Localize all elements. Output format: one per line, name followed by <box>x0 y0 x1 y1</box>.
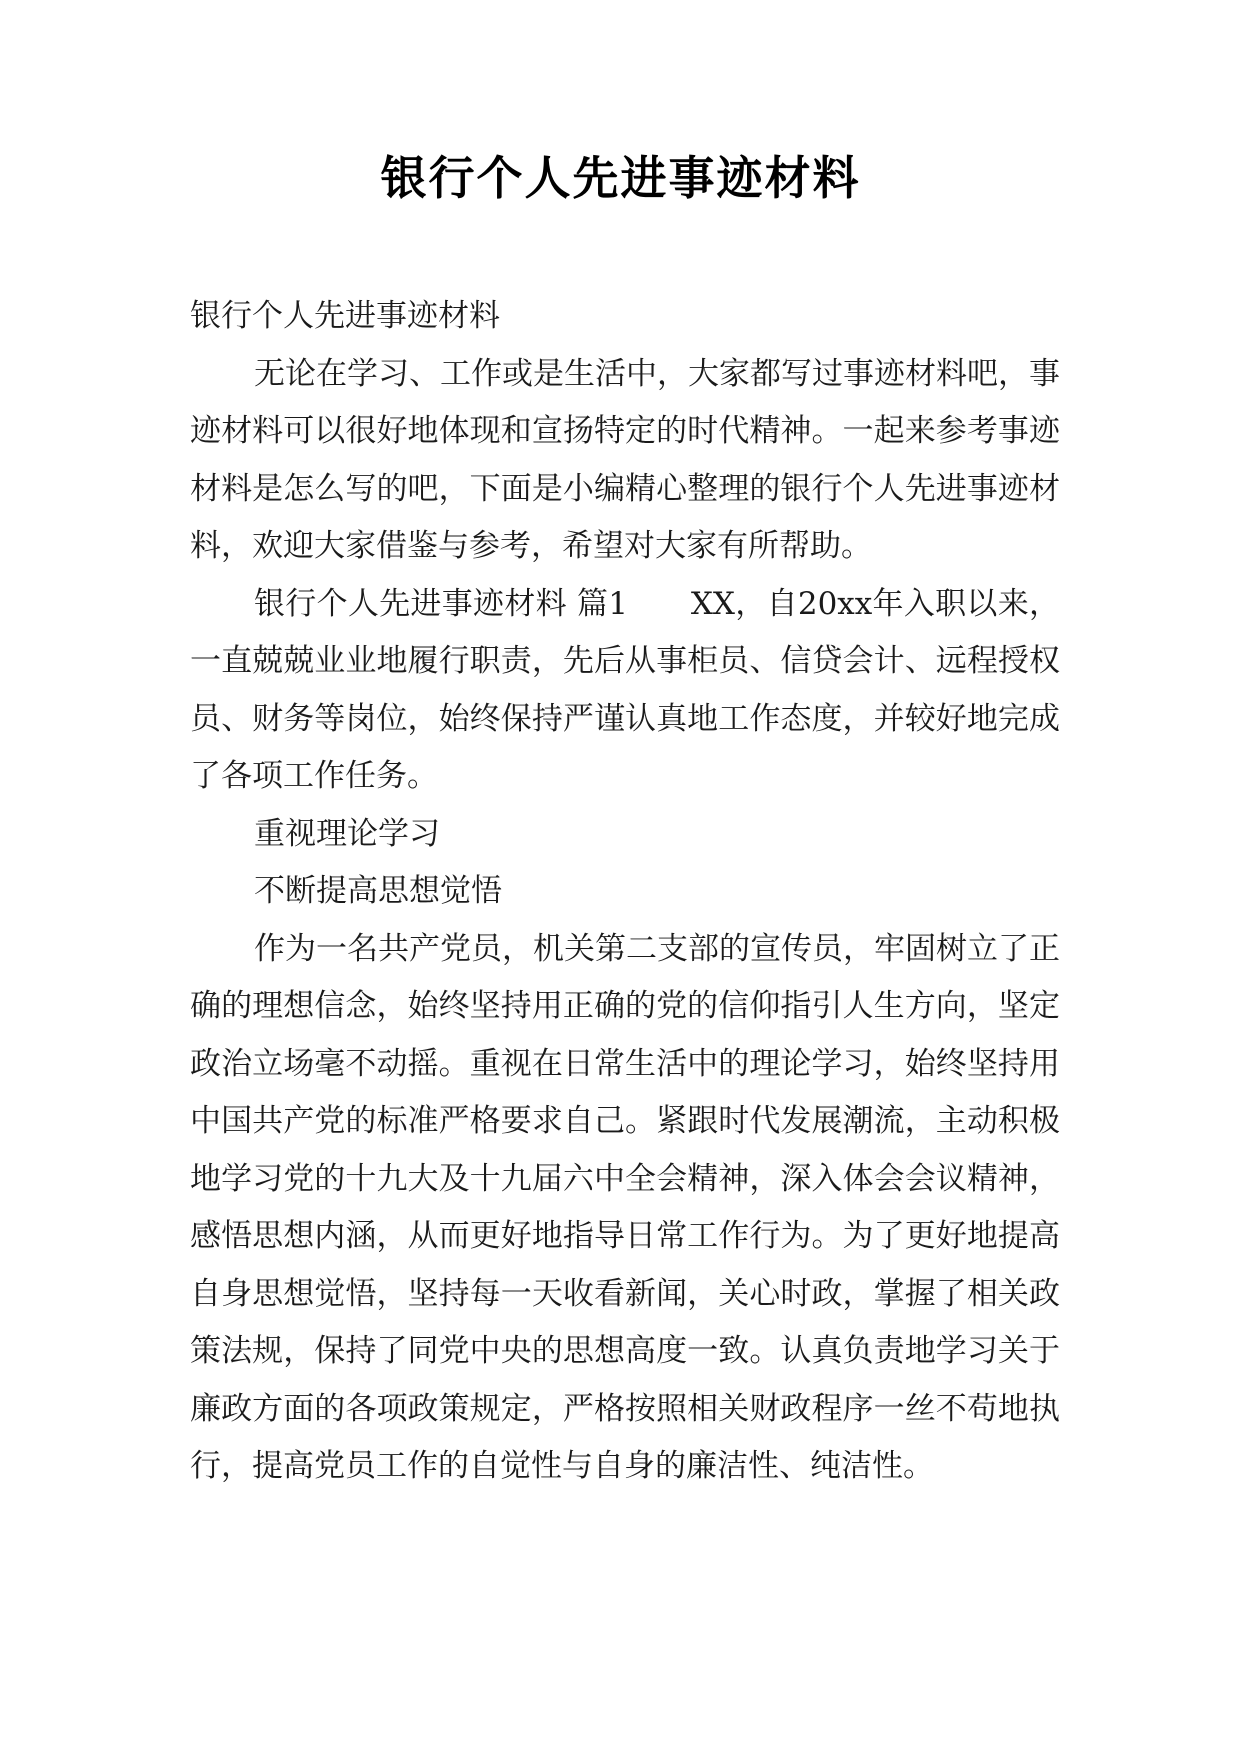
heading-paragraph: 重视理论学习 <box>254 815 440 852</box>
subtitle-paragraph: 银行个人先进事迹材料 <box>190 298 500 334</box>
document-title: 银行个人先进事迹材料 <box>380 151 861 205</box>
body-paragraph: 作为一名共产党员，机关第二支部的宣传员，牢固树立了正确的理想信念，始终坚持用正确的党的信仰指引人生方向，坚定政治立场毫不动摇。重视在日常生活中的理论学习，始终坚持用中国共产党的标准严格要求自己。紧跟时代发展潮流，主动积极地学习党的十九大及十九届六中全会精神，深入体会会议精神，感悟思想内涵，从而更好地指导日常工作行为。为了更好地提高自身思想觉悟，坚持每一天收看新闻，关心时政，掌握了相关政策法规，保持了同党中央的思想高度一致。认真负责地学习关于廉政方面的各项政策规定，严格按照相关财政程序一丝不苟地执行，提高党员工作的自觉性与自身的廉洁性、纯洁性。 <box>190 930 1060 1484</box>
heading-paragraph: 不断提高思想觉悟 <box>254 873 502 909</box>
intro-paragraph: 无论在学习、工作或是生活中，大家都写过事迹材料吧，事迹材料可以很好地体现和宣扬特定的时代精神。一起来参考事迹材料是怎么写的吧，下面是小编精心整理的银行个人先进事迹材料，欢迎大家借鉴与参考，希望对大家有所帮助。 <box>190 355 1060 564</box>
section-paragraph: 银行个人先进事迹材料 篇1 XX，自20xx年入职以来，一直兢兢业业地履行职责，先后从事柜员、信贷会计、远程授权员、财务等岗位，始终保持严谨认真地工作态度，并较好地完成了各项工作任务。 <box>190 585 1060 794</box>
document-body <box>190 288 1060 1496</box>
